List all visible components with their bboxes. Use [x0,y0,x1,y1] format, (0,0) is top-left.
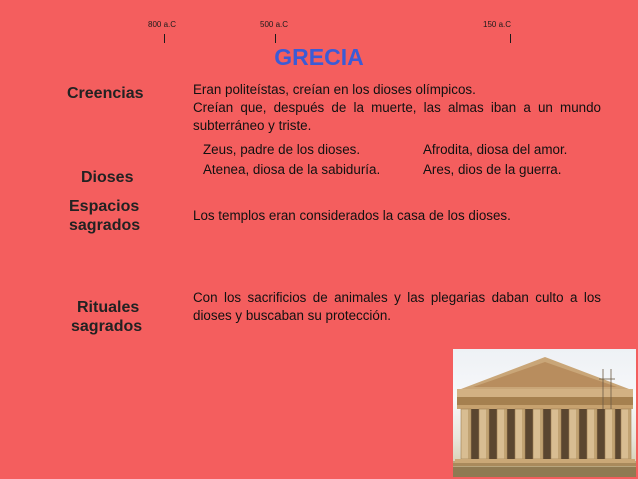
timeline-label-150: 150 a.C [483,20,512,29]
heading-dioses: Dioses [81,169,134,186]
page-title: GRECIA [274,44,364,70]
parthenon-photo [453,349,636,477]
heading-espacios-line-2: sagrados [69,217,141,234]
heading-creencias: Creencias [67,85,144,102]
god-atenea: Atenea, diosa de la sabiduría. [203,162,381,177]
rituales-text: Con los sacrificios de animales y las plegarias daban culto a los dioses y buscaban su protección. [193,290,601,323]
heading-rituales-line-1: Rituales [77,299,140,316]
timeline-label-800: 800 a.C [148,20,177,29]
timeline-label-500: 500 a.C [260,20,289,29]
creencias-paragraph-2: Creían que, después de la muerte, las almas iban a un mundo subterráneo y triste. [193,100,601,133]
heading-espacios-sagrados [69,197,140,235]
heading-espacios-line-1: Espacios [69,198,140,215]
god-afrodita: Afrodita, diosa del amor. [423,142,568,157]
timeline-tick-500 [275,34,276,43]
parthenon-illustration [453,349,636,477]
god-ares: Ares, dios de la guerra. [423,162,562,177]
heading-rituales-sagrados [71,298,142,336]
god-zeus: Zeus, padre de los dioses. [203,142,361,157]
creencias-line-1: Eran politeístas, creían en los dioses olímpicos. [193,82,476,97]
espacios-text: Los templos eran considerados la casa de los dioses. [193,208,511,223]
timeline-tick-150 [510,34,511,43]
timeline-tick-800 [164,34,165,43]
heading-rituales-line-2: sagrados [71,318,143,335]
